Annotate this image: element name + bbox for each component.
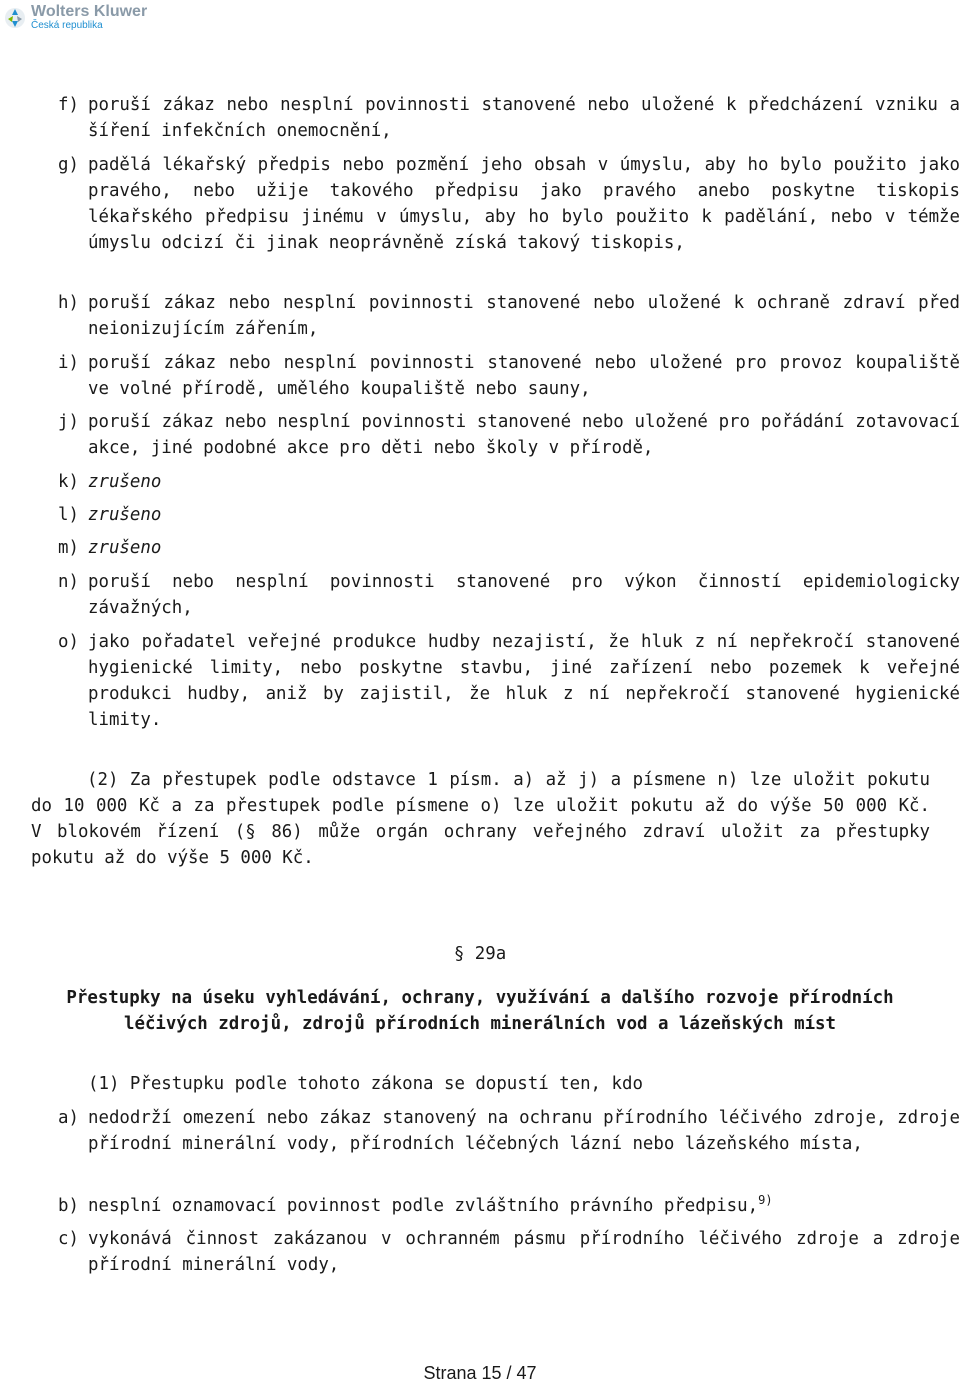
item-text: zrušeno: [88, 538, 162, 558]
item-text: poruší nebo nesplní povinnosti stanovené pro výkon činností epidemiologicky závažných,: [88, 572, 960, 618]
item-label: f): [58, 95, 79, 115]
logo-brand-text: Wolters Kluwer: [31, 3, 148, 20]
page-number: Strana 15 / 47: [423, 1363, 537, 1383]
list-item: [58, 290, 960, 342]
item-label: h): [58, 293, 79, 313]
list-item: [58, 469, 960, 495]
section-title: Přestupky na úseku vyhledávání, ochrany, využívání a dalšího rozvoje přírodních léčivých zdrojů, zdrojů přírodních minerálních vod a lázeňských míst: [66, 988, 894, 1034]
item-text: zrušeno: [88, 472, 162, 492]
item-text: nesplní oznamovací povinnost podle zvláštního právního předpisu,: [88, 1196, 759, 1216]
item-label: b): [58, 1196, 79, 1216]
item-text: zrušeno: [88, 505, 162, 525]
item-label: o): [58, 632, 79, 652]
list-item: [58, 1226, 960, 1278]
item-label: j): [58, 412, 79, 432]
paragraph-2: (2) Za přestupek podle odstavce 1 písm. a) až j) a písmene n) lze uložit pokutu do 10 000 Kč a za přestupek podle písmene o) lze uložit pokutu až do výše 50 000 Kč. V blokovém řízení (§ 86) může orgán ochrany veřejného zdraví uložit za přestupky pokutu až do výše 5 000 Kč.: [31, 770, 930, 868]
item-label: a): [58, 1108, 79, 1128]
item-text: poruší zákaz nebo nesplní povinnosti stanovené nebo uložené pro provoz koupaliště ve volné přírodě, umělého koupaliště nebo sauny,: [88, 353, 960, 399]
wolters-kluwer-logo-icon: [4, 7, 26, 29]
item-text: vykonává činnost zakázanou v ochranném pásmu přírodního léčivého zdroje a zdroje přírodní minerální vody,: [88, 1229, 960, 1275]
item-text: poruší zákaz nebo nesplní povinnosti stanovené nebo uložené k předcházení vzniku a šíření infekčních onemocnění,: [88, 95, 960, 141]
section-number: § 29a: [453, 944, 507, 964]
list-item: [58, 152, 960, 256]
publisher-logo: [4, 4, 147, 31]
logo-sub-text: Česká republika: [31, 20, 103, 31]
list-item: [58, 409, 960, 461]
list-item: [58, 1193, 960, 1219]
list-item: [58, 350, 960, 402]
item-label: g): [58, 155, 79, 175]
item-text: poruší zákaz nebo nesplní povinnosti stanovené nebo uložené pro pořádání zotavovací akce, jiné podobné akce pro děti nebo školy v přírodě,: [88, 412, 960, 458]
paragraph-1: (1) Přestupku podle tohoto zákona se dopustí ten, kdo: [88, 1074, 643, 1094]
list-item: [58, 502, 960, 528]
item-label: c): [58, 1229, 79, 1249]
item-label: n): [58, 572, 79, 592]
item-label: m): [58, 538, 79, 558]
item-text: nedodrží omezení nebo zákaz stanovený na ochranu přírodního léčivého zdroje, zdroje přírodní minerální vody, přírodních léčebných lázní nebo lázeňského místa,: [88, 1108, 960, 1154]
item-label: l): [58, 505, 79, 525]
list-item: [58, 629, 960, 733]
item-text: jako pořadatel veřejné produkce hudby nezajistí, že hluk z ní nepřekročí stanovené hygienické limity, nebo poskytne stavbu, jiné zařízení nebo pozemek k veřejné produkci hudby, aniž by zajistil, že hluk z ní nepřekročí stanovené hygienické limity.: [88, 632, 960, 730]
item-label: k): [58, 472, 79, 492]
footnote-ref[interactable]: 9): [758, 1193, 773, 1208]
list-item: [58, 1105, 960, 1157]
list-item: [58, 569, 960, 621]
list-item: [58, 535, 960, 561]
list-item: [58, 92, 960, 144]
item-text: padělá lékařský předpis nebo pozmění jeho obsah v úmyslu, aby ho bylo použito jako pravého, nebo užije takového předpisu jako pravého anebo poskytne tiskopis lékařského předpisu jinému v úmyslu, aby ho bylo použito k padělání, nebo v témže úmyslu odcizí či jinak neoprávněně získá takový tiskopis,: [88, 155, 960, 253]
item-label: i): [58, 353, 79, 373]
item-text: poruší zákaz nebo nesplní povinnosti stanovené nebo uložené k ochraně zdraví před neionizujícím zářením,: [88, 293, 960, 339]
